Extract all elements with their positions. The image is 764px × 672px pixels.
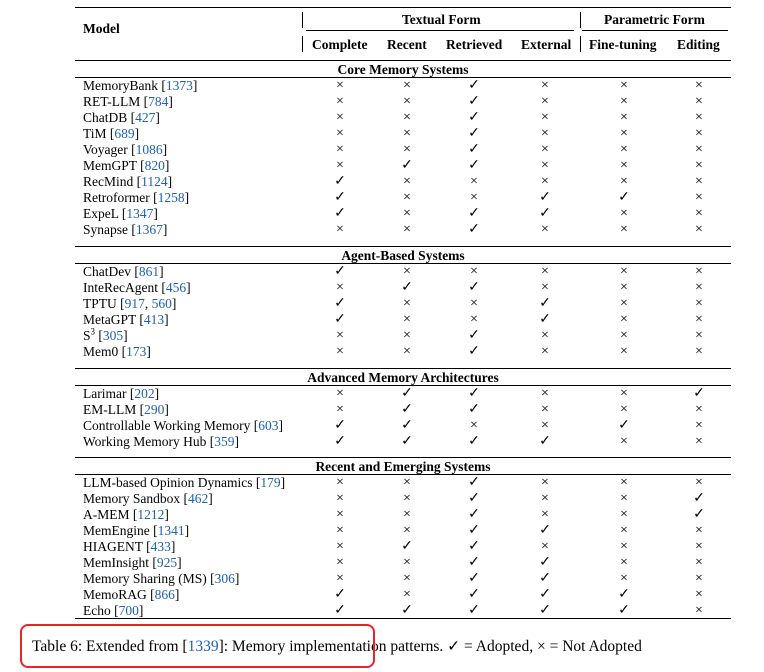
cross-mark: × [695, 222, 703, 237]
cross-mark: × [620, 434, 628, 449]
table-row-model: ExpeL [1347] [83, 206, 158, 221]
cross-mark: × [336, 555, 344, 570]
cross-mark: × [620, 475, 628, 490]
cross-mark: × [541, 418, 549, 433]
check-mark: ✓ [334, 434, 346, 449]
cross-mark: × [541, 507, 549, 522]
cross-mark: × [620, 94, 628, 109]
table-row-model: TPTU [917, 560] [83, 296, 177, 311]
cross-mark: × [695, 587, 703, 602]
model-name: MemGPT [83, 158, 137, 173]
cross-mark: × [541, 491, 549, 506]
check-mark: ✓ [468, 222, 480, 237]
check-mark: ✓ [618, 190, 630, 205]
cross-mark: × [695, 206, 703, 221]
cross-mark: × [620, 296, 628, 311]
cross-mark: × [336, 539, 344, 554]
section-rule [75, 368, 731, 369]
cross-mark: × [403, 264, 411, 279]
check-mark: ✓ [401, 158, 413, 173]
cross-mark: × [541, 142, 549, 157]
check-mark: ✓ [468, 571, 480, 586]
cross-mark: × [403, 222, 411, 237]
cross-mark: × [336, 142, 344, 157]
citation-link[interactable]: 1212 [137, 507, 165, 522]
legend-yes-text: = Adopted, [464, 638, 534, 655]
cross-mark: × [336, 344, 344, 359]
cross-mark: × [620, 328, 628, 343]
model-name: EM-LLM [83, 402, 137, 417]
check-mark: ✓ [401, 280, 413, 295]
cross-mark: × [620, 158, 628, 173]
check-mark: ✓ [693, 491, 705, 506]
model-name: ExpeL [83, 206, 119, 221]
cross-mark: × [620, 126, 628, 141]
table-row-model: A-MEM [1212] [83, 507, 169, 522]
citation-link[interactable]: 202 [134, 386, 155, 401]
cross-mark: × [620, 174, 628, 189]
legend-no-symbol: × [536, 638, 546, 655]
column-header-fine-tuning: Fine-tuning [589, 37, 657, 52]
cross-mark: × [620, 491, 628, 506]
cross-mark: × [695, 190, 703, 205]
check-mark: ✓ [468, 344, 480, 359]
check-mark: ✓ [468, 94, 480, 109]
check-mark: ✓ [468, 206, 480, 221]
model-name: Controllable Working Memory [83, 418, 251, 433]
cross-mark: × [336, 222, 344, 237]
table-row-model: MemGPT [820] [83, 158, 170, 173]
cross-mark: × [336, 126, 344, 141]
check-mark: ✓ [468, 603, 480, 618]
model-name: ChatDev [83, 264, 131, 279]
check-mark: ✓ [468, 126, 480, 141]
cross-mark: × [403, 328, 411, 343]
cross-mark: × [403, 475, 411, 490]
table-row-model: TiM [689] [83, 126, 140, 141]
section-title: Advanced Memory Architectures [307, 370, 499, 385]
check-mark: ✓ [539, 190, 551, 205]
cross-mark: × [695, 603, 703, 618]
legend-no-text: = Not Adopted [549, 638, 642, 655]
cross-mark: × [403, 190, 411, 205]
citation-link[interactable]: 861 [138, 264, 160, 279]
cross-mark: × [470, 418, 478, 433]
cross-mark: × [541, 94, 549, 109]
model-name: Mem0 [83, 344, 119, 359]
cross-mark: × [403, 126, 411, 141]
cross-mark: × [336, 110, 344, 125]
cross-mark: × [695, 328, 703, 343]
cross-mark: × [620, 206, 628, 221]
check-mark: ✓ [468, 555, 480, 570]
table-row-model: Memory Sandbox [462] [83, 491, 213, 506]
cross-mark: × [470, 312, 478, 327]
cross-mark: × [403, 78, 411, 93]
citation-link[interactable]: 1086 [135, 142, 163, 157]
cross-mark: × [403, 507, 411, 522]
cross-mark: × [541, 158, 549, 173]
section-rule [75, 457, 731, 458]
check-mark: ✓ [618, 603, 630, 618]
cross-mark: × [403, 555, 411, 570]
model-name: TPTU [83, 296, 117, 311]
cross-mark: × [541, 110, 549, 125]
cross-mark: × [403, 206, 411, 221]
cross-mark: × [541, 126, 549, 141]
table-row-model: RET-LLM [784] [83, 94, 173, 109]
check-mark: ✓ [539, 587, 551, 602]
table-row-model: ChatDev [861] [83, 264, 164, 279]
cross-mark: × [403, 296, 411, 311]
model-name: ChatDB [83, 110, 128, 125]
check-mark: ✓ [618, 418, 630, 433]
check-mark: ✓ [539, 206, 551, 221]
cross-mark: × [541, 402, 549, 417]
caption-suffix: ]: Memory implementation patterns. [218, 638, 444, 655]
column-header-retrieved: Retrieved [446, 37, 503, 52]
citation-link[interactable]: 456 [165, 280, 187, 295]
model-name: RecMind [83, 174, 134, 189]
cross-mark: × [695, 434, 703, 449]
cross-mark: × [403, 142, 411, 157]
check-mark: ✓ [468, 328, 480, 343]
table-row-model: Mem0 [173] [83, 344, 151, 359]
cross-mark: × [695, 402, 703, 417]
table-row-model: Retroformer [1258] [83, 190, 190, 205]
cross-mark: × [336, 328, 344, 343]
model-name: HIAGENT [83, 539, 143, 554]
table-row-model: Larimar [202] [83, 386, 160, 401]
check-mark: ✓ [539, 523, 551, 538]
column-header-complete: Complete [312, 37, 368, 52]
cross-mark: × [620, 280, 628, 295]
model-name: MemInsight [83, 555, 149, 570]
check-mark: ✓ [468, 142, 480, 157]
section-rule [75, 246, 731, 247]
check-mark: ✓ [334, 190, 346, 205]
cross-mark: × [695, 296, 703, 311]
check-mark: ✓ [468, 507, 480, 522]
section-rule [75, 60, 731, 61]
check-mark: ✓ [468, 280, 480, 295]
check-mark: ✓ [334, 206, 346, 221]
check-mark: ✓ [334, 264, 346, 279]
cross-mark: × [620, 386, 628, 401]
check-mark: ✓ [539, 312, 551, 327]
cross-mark: × [695, 126, 703, 141]
check-mark: ✓ [334, 312, 346, 327]
check-mark: ✓ [401, 386, 413, 401]
check-mark: ✓ [539, 571, 551, 586]
cross-mark: × [695, 555, 703, 570]
citation-link[interactable]: 462 [188, 491, 209, 506]
cross-mark: × [541, 386, 549, 401]
table-row-model: Memory Sharing (MS) [306] [83, 571, 240, 586]
citation-link[interactable]: 173 [126, 344, 147, 359]
citation-link[interactable]: 784 [148, 94, 169, 109]
cross-mark: × [695, 142, 703, 157]
cross-mark: × [695, 280, 703, 295]
cross-mark: × [620, 571, 628, 586]
cross-mark: × [620, 312, 628, 327]
model-name: Synapse [83, 222, 128, 237]
check-mark: ✓ [401, 539, 413, 554]
check-mark: ✓ [401, 402, 413, 417]
citation-link[interactable]: 925 [156, 555, 178, 570]
cross-mark: × [695, 475, 703, 490]
cross-mark: × [541, 475, 549, 490]
citation-link[interactable]: 1373 [165, 78, 193, 93]
table-row-model: MetaGPT [413] [83, 312, 169, 327]
header-divider-3 [302, 36, 303, 52]
check-mark: ✓ [334, 296, 346, 311]
table-row-model: InteRecAgent [456] [83, 280, 191, 295]
citation-link[interactable]: 305 [102, 328, 124, 343]
model-name: MemEngine [83, 523, 150, 538]
check-mark: ✓ [618, 587, 630, 602]
check-mark: ✓ [334, 418, 346, 433]
check-mark: ✓ [693, 386, 705, 401]
textual-form-underline [306, 30, 574, 31]
model-name: Echo [83, 603, 111, 618]
check-mark: ✓ [539, 434, 551, 449]
table-row-model: EM-LLM [290] [83, 402, 169, 417]
cross-mark: × [470, 190, 478, 205]
table-row-model: MemoRAG [866] [83, 587, 180, 602]
check-mark: ✓ [468, 491, 480, 506]
caption-prefix: Table 6: Extended from [ [32, 638, 188, 655]
citation-link[interactable]: 1341 [157, 523, 185, 538]
cross-mark: × [695, 94, 703, 109]
cross-mark: × [541, 174, 549, 189]
cross-mark: × [403, 312, 411, 327]
legend-yes-symbol: ✓ [447, 638, 461, 655]
citation-link[interactable]: 1124 [141, 174, 168, 189]
cross-mark: × [403, 523, 411, 538]
cross-mark: × [695, 174, 703, 189]
citation-link[interactable]: 560 [151, 296, 172, 311]
citation-link[interactable]: 917 [124, 296, 145, 311]
table-row-model: Voyager [1086] [83, 142, 168, 157]
model-name: InteRecAgent [83, 280, 158, 295]
cross-mark: × [336, 475, 344, 490]
check-mark: ✓ [468, 402, 480, 417]
cross-mark: × [336, 386, 344, 401]
cross-mark: × [695, 78, 703, 93]
highlight-box [20, 624, 375, 668]
cross-mark: × [541, 328, 549, 343]
cross-mark: × [620, 555, 628, 570]
cross-mark: × [620, 523, 628, 538]
citation-link[interactable]: 1347 [126, 206, 154, 221]
check-mark: ✓ [693, 507, 705, 522]
column-header-external: External [521, 37, 572, 52]
citation-link[interactable]: 359 [214, 434, 235, 449]
cross-mark: × [336, 78, 344, 93]
table-row-model: Echo [700] [83, 603, 144, 618]
header-textual-form: Textual Form [402, 12, 481, 27]
check-mark: ✓ [468, 110, 480, 125]
table-row-model: Working Memory Hub [359] [83, 434, 240, 449]
citation-link[interactable]: 1367 [135, 222, 163, 237]
model-name: Memory Sharing (MS) [83, 571, 207, 586]
citation-link[interactable]: 689 [114, 126, 135, 141]
cross-mark: × [541, 222, 549, 237]
cross-mark: × [695, 312, 703, 327]
check-mark: ✓ [468, 386, 480, 401]
check-mark: ✓ [334, 603, 346, 618]
check-mark: ✓ [468, 523, 480, 538]
table-row-model: Controllable Working Memory [603] [83, 418, 284, 433]
cross-mark: × [470, 174, 478, 189]
cross-mark: × [620, 264, 628, 279]
cross-mark: × [336, 402, 344, 417]
cross-mark: × [403, 491, 411, 506]
model-name: S [83, 328, 91, 343]
citation-link[interactable]: 427 [135, 110, 156, 125]
section-title: Agent-Based Systems [341, 248, 465, 263]
cross-mark: × [403, 94, 411, 109]
cross-mark: × [403, 174, 411, 189]
cross-mark: × [695, 110, 703, 125]
cross-mark: × [620, 110, 628, 125]
cross-mark: × [403, 110, 411, 125]
cross-mark: × [403, 571, 411, 586]
model-name: Working Memory Hub [83, 434, 207, 449]
citation-link[interactable]: 1258 [157, 190, 185, 205]
citation-link[interactable]: 413 [143, 312, 165, 327]
caption-citation[interactable]: 1339 [187, 638, 219, 655]
cross-mark: × [403, 587, 411, 602]
check-mark: ✓ [468, 158, 480, 173]
citation-link[interactable]: 306 [214, 571, 235, 586]
cross-mark: × [336, 94, 344, 109]
column-header-recent: Recent [387, 37, 427, 52]
cross-mark: × [336, 158, 344, 173]
citation-link[interactable]: 866 [154, 587, 175, 602]
table-row-model: MemEngine [1341] [83, 523, 190, 538]
cross-mark: × [695, 418, 703, 433]
cross-mark: × [403, 344, 411, 359]
citation-link[interactable]: 290 [144, 402, 165, 417]
header-parametric-form: Parametric Form [604, 12, 705, 27]
check-mark: ✓ [468, 539, 480, 554]
check-mark: ✓ [401, 434, 413, 449]
check-mark: ✓ [468, 434, 480, 449]
cross-mark: × [336, 507, 344, 522]
section-title: Core Memory Systems [337, 62, 469, 77]
section-title: Recent and Emerging Systems [315, 459, 491, 474]
cross-mark: × [336, 523, 344, 538]
citation-link[interactable]: 433 [150, 539, 171, 554]
table-top-rule [75, 7, 731, 8]
check-mark: ✓ [334, 174, 346, 189]
model-name: MemoryBank [83, 78, 158, 93]
model-name: Voyager [83, 142, 128, 157]
check-mark: ✓ [539, 555, 551, 570]
check-mark: ✓ [334, 587, 346, 602]
model-name: TiM [83, 126, 107, 141]
check-mark: ✓ [468, 587, 480, 602]
model-name: A-MEM [83, 507, 130, 522]
cross-mark: × [695, 344, 703, 359]
model-name: Retroformer [83, 190, 150, 205]
table-row-model: Synapse [1367] [83, 222, 168, 237]
check-mark: ✓ [539, 296, 551, 311]
table-row-model: LLM-based Opinion Dynamics [179] [83, 475, 286, 490]
citation-link[interactable]: 700 [118, 603, 139, 618]
model-name: Larimar [83, 386, 127, 401]
citation-link[interactable]: 603 [258, 418, 279, 433]
header-model: Model [83, 21, 120, 36]
cross-mark: × [541, 539, 549, 554]
cross-mark: × [336, 280, 344, 295]
citation-link[interactable]: 179 [260, 475, 281, 490]
parametric-form-underline [582, 30, 728, 31]
check-mark: ✓ [468, 78, 480, 93]
check-mark: ✓ [401, 418, 413, 433]
check-mark: ✓ [539, 603, 551, 618]
cross-mark: × [541, 78, 549, 93]
table-row-model: MemoryBank [1373] [83, 78, 198, 93]
table-bottom-rule [75, 618, 731, 619]
table-row-model: HIAGENT [433] [83, 539, 176, 554]
column-header-editing: Editing [677, 37, 720, 52]
table-row-model: MemInsight [925] [83, 555, 182, 570]
cross-mark: × [620, 402, 628, 417]
cross-mark: × [470, 296, 478, 311]
model-name-superscript: 3 [90, 326, 96, 337]
cross-mark: × [541, 280, 549, 295]
cross-mark: × [336, 571, 344, 586]
cross-mark: × [695, 523, 703, 538]
cross-mark: × [620, 222, 628, 237]
check-mark: ✓ [468, 475, 480, 490]
table-row-model: $S^3$ [305] [83, 326, 128, 343]
citation-link[interactable]: 820 [144, 158, 165, 173]
cross-mark: × [695, 571, 703, 586]
cross-mark: × [695, 264, 703, 279]
cross-mark: × [541, 344, 549, 359]
table-row-model: RecMind [1124] [83, 174, 173, 189]
table-row-model: ChatDB [427] [83, 110, 160, 125]
header-divider-1 [302, 12, 303, 28]
model-name: MetaGPT [83, 312, 136, 327]
cross-mark: × [620, 78, 628, 93]
cross-mark: × [470, 264, 478, 279]
model-name: MemoRAG [83, 587, 147, 602]
cross-mark: × [695, 158, 703, 173]
cross-mark: × [620, 507, 628, 522]
cross-mark: × [336, 491, 344, 506]
cross-mark: × [541, 264, 549, 279]
header-divider-4 [580, 36, 581, 52]
cross-mark: × [620, 539, 628, 554]
cross-mark: × [695, 539, 703, 554]
cross-mark: × [620, 344, 628, 359]
check-mark: ✓ [401, 603, 413, 618]
model-name: RET-LLM [83, 94, 141, 109]
model-name: Memory Sandbox [83, 491, 181, 506]
header-divider-2 [580, 12, 581, 28]
cross-mark: × [620, 142, 628, 157]
model-name: LLM-based Opinion Dynamics [83, 475, 253, 490]
